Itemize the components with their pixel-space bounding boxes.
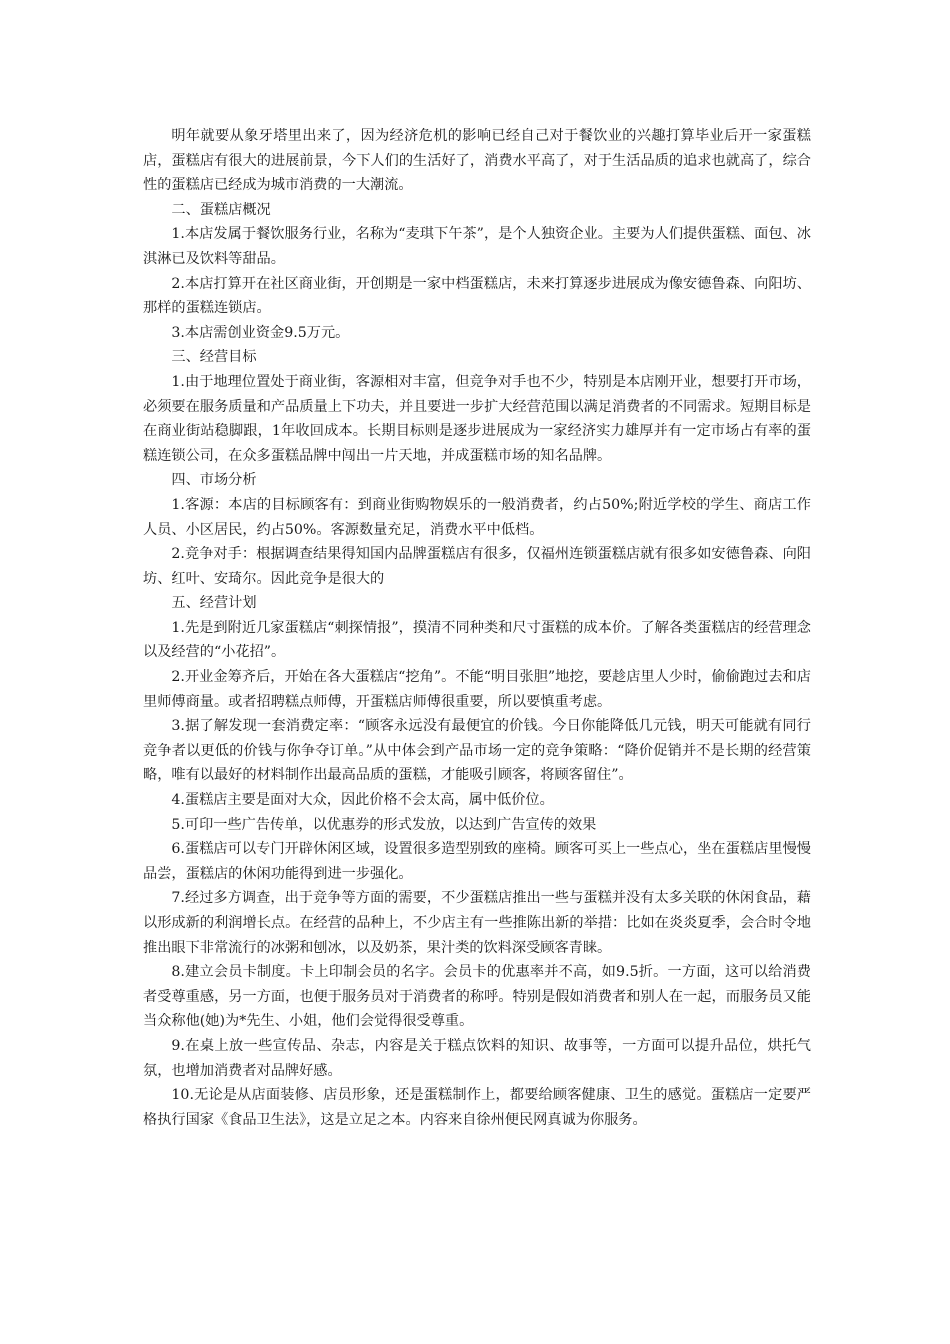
- section-heading-plan: 五、经营计划: [171, 595, 257, 612]
- plan-item-4: 4.蛋糕店主要是面对大众，因此价格不会太高，属中低价位。: [171, 792, 554, 809]
- plan-item-1: 1.先是到附近几家蛋糕店“刺探情报”，摸清不同种类和尺寸蛋糕的成本价。了解各类蛋糕店的经营理念以及经营的“小花招”。: [143, 619, 811, 661]
- overview-item-1: 1.本店发属于餐饮服务行业，名称为“麦琪下午茶”，是个人独资企业。主要为人们提供蛋糕、面包、冰淇淋已及饮料等甜品。: [143, 226, 811, 267]
- market-item-1: 1.客源：本店的目标顾客有：到商业街购物娱乐的一般消费者，约占50%;附近学校的学生、商店工作人员、小区居民，约占50%。客源数量充足，消费水平中低档。: [143, 496, 811, 538]
- plan-item-10: 10.无论是从店面装修、店员形象，还是蛋糕制作上，都要给顾客健康、卫生的感觉。蛋糕店一定要严格执行国家《食品卫生法》，这是立足之本。内容来自徐州便民网真诚为你服务。: [143, 1087, 811, 1128]
- overview-item-3: 3.本店需创业资金9.5万元。: [171, 324, 350, 341]
- section-heading-market: 四、市场分析: [171, 472, 257, 489]
- plan-item-2: 2.开业金筹齐后，开始在各大蛋糕店“挖角”。不能“明目张胆”地挖，要趁店里人少时，偷偷跑过去和店里师傅商量。或者招聘糕点师傅，开蛋糕店师傅很重要，所以要慎重考虑。: [143, 669, 811, 710]
- intro-paragraph: 明年就要从象牙塔里出来了，因为经济危机的影响已经自己对于餐饮业的兴趣打算毕业后开一家蛋糕店，蛋糕店有很大的进展前景，今下人们的生活好了，消费水平高了，对于生活品质的追求也就高了，综合性的蛋糕店已经成为城市消费的一大潮流。: [143, 128, 811, 194]
- plan-item-9: 9.在桌上放一些宣传品、杂志，内容是关于糕点饮料的知识、故事等，一方面可以提升品位，烘托气氛，也增加消费者对品牌好感。: [143, 1037, 811, 1079]
- goals-item-1: 1.由于地理位置处于商业街，客源相对丰富，但竞争对手也不少，特别是本店刚开业，想要打开市场，必须要在服务质量和产品质量上下功夫，并且要进一步扩大经营范围以满足消费者的不同需求。短期目标是在商业街站稳脚跟，1年收回成本。长期目标则是逐步进展成为一家经济实力雄厚并有一定市场占有率的蛋糕连锁公司，在众多蛋糕品牌中闯出一片天地，并成蛋糕市场的知名品牌。: [143, 373, 811, 464]
- plan-item-3: 3.据了解发现一套消费定率：“顾客永远没有最便宜的价钱。今日你能降低几元钱，明天可能就有同行竞争者以更低的价钱与你争夺订单。”从中体会到产品市场一定的竞争策略：“降价促销并不是长期的经营策略，唯有以最好的材料制作出最高品质的蛋糕，才能吸引顾客，将顾客留住”。: [143, 718, 811, 784]
- section-heading-goals: 三、经营目标: [171, 349, 257, 366]
- section-heading-overview: 二、蛋糕店概况: [171, 201, 271, 218]
- plan-item-8: 8.建立会员卡制度。卡上印制会员的名字。会员卡的优惠率并不高，如9.5折。一方面，这可以给消费者受尊重感，另一方面，也便于服务员对于消费者的称呼。特别是假如消费者和别人在一起，而服务员又能当众称他(她)为*先生、小姐，他们会觉得很受尊重。: [143, 964, 811, 1030]
- overview-item-2: 2.本店打算开在社区商业街，开创期是一家中档蛋糕店，未来打算逐步进展成为像安德鲁森、向阳坊、那样的蛋糕连锁店。: [143, 275, 811, 317]
- plan-item-6: 6.蛋糕店可以专门开辟休闲区域，设置很多造型别致的座椅。顾客可买上一些点心，坐在蛋糕店里慢慢品尝，蛋糕店的休闲功能得到进一步强化。: [143, 841, 811, 882]
- plan-item-5: 5.可印一些广告传单，以优惠券的形式发放，以达到广告宣传的效果: [171, 816, 597, 833]
- plan-item-7: 7.经过多方调查，出于竞争等方面的需要，不少蛋糕店推出一些与蛋糕并没有太多关联的休闲食品，藉以形成新的利润增长点。在经营的品种上，不少店主有一些推陈出新的举措：比如在炎炎夏季，会合时令地推出眼下非常流行的冰粥和刨冰，以及奶茶，果汁类的饮料深受顾客青睐。: [143, 890, 811, 956]
- document-body: [143, 124, 811, 1132]
- market-item-2: 2.竞争对手：根据调查结果得知国内品牌蛋糕店有很多，仅福州连锁蛋糕店就有很多如安德鲁森、向阳坊、红叶、安琦尔。因此竞争是很大的: [143, 546, 811, 587]
